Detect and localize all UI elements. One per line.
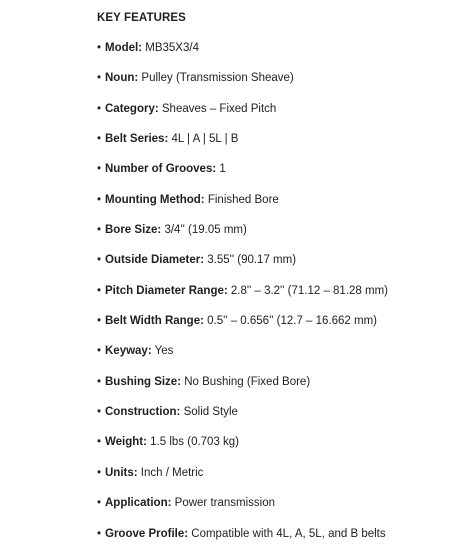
feature-value: 0.5'' – 0.656'' (12.7 – 16.662 mm) [207,315,378,328]
feature-label: Weight: [105,436,147,449]
feature-value: 2.8'' – 3.2'' (71.12 – 81.28 mm) [230,284,388,297]
bullet-icon: • [97,193,102,206]
bullet-icon: • [97,102,102,115]
feature-bore-size [97,223,457,237]
feature-model [97,41,457,55]
feature-label: Units: [105,466,138,479]
feature-outside-diameter [97,253,457,267]
bullet-icon: • [97,375,102,388]
feature-belt-width-range [97,314,457,328]
feature-label: Belt Series: [105,133,169,146]
feature-construction [97,405,457,419]
feature-keyway [97,344,457,358]
feature-value: 3/4'' (19.05 mm) [164,224,247,237]
feature-label: Category: [105,102,159,115]
feature-label: Mounting Method: [105,193,205,206]
feature-value: Yes [154,345,174,358]
bullet-icon: • [97,163,102,176]
bullet-icon: • [97,315,102,328]
feature-value: MB35X3/4 [145,42,199,54]
bullet-icon: • [97,133,102,146]
feature-noun [97,71,457,85]
feature-value: Finished Bore [207,193,279,206]
bullet-icon: • [97,406,102,419]
bullet-icon: • [97,72,102,85]
feature-groove-profile [97,527,457,541]
feature-value: Solid Style [183,406,238,419]
feature-label: Outside Diameter: [105,254,205,267]
section-heading: KEY FEATURES [97,12,186,24]
bullet-icon: • [97,254,102,267]
feature-units [97,466,457,480]
bullet-icon: • [97,466,102,479]
feature-label: Bushing Size: [105,375,182,388]
feature-value: Pulley (Transmission Sheave) [141,72,294,85]
bullet-icon: • [97,284,102,297]
feature-value: Inch / Metric [140,466,204,479]
bullet-icon: • [97,345,102,358]
feature-label: Model: [105,42,143,54]
feature-label: Noun: [105,72,139,85]
feature-label: Number of Grooves: [105,163,217,176]
feature-value: 1 [219,163,226,176]
feature-label: Bore Size: [105,224,162,237]
feature-label: Belt Width Range: [105,315,204,328]
bullet-icon: • [97,527,102,540]
bullet-icon: • [97,224,102,237]
feature-mounting-method [97,193,457,207]
feature-value: No Bushing (Fixed Bore) [184,375,311,388]
feature-value: 4L | A | 5L | B [171,133,239,146]
feature-value: 1.5 lbs (0.703 kg) [150,436,240,449]
bullet-icon: • [97,42,102,54]
bullet-icon: • [97,497,102,510]
feature-list [97,41,457,541]
feature-label: Pitch Diameter Range: [105,284,228,297]
feature-label: Keyway: [105,345,152,358]
feature-label: Application: [105,497,172,510]
feature-value: 3.55'' (90.17 mm) [207,254,297,267]
feature-belt-series [97,132,457,146]
feature-category [97,102,457,116]
feature-value: Sheaves – Fixed Pitch [161,102,277,115]
key-features-section [97,11,457,557]
feature-label: Groove Profile: [105,527,189,540]
feature-number-of-grooves [97,162,457,176]
bullet-icon: • [97,436,102,449]
feature-pitch-diameter-range [97,284,457,298]
feature-value: Compatible with 4L, A, 5L, and B belts [191,527,386,540]
feature-application [97,496,457,510]
feature-value: Power transmission [174,497,275,510]
feature-weight [97,435,457,449]
feature-label: Construction: [105,406,181,419]
feature-bushing-size [97,375,457,389]
